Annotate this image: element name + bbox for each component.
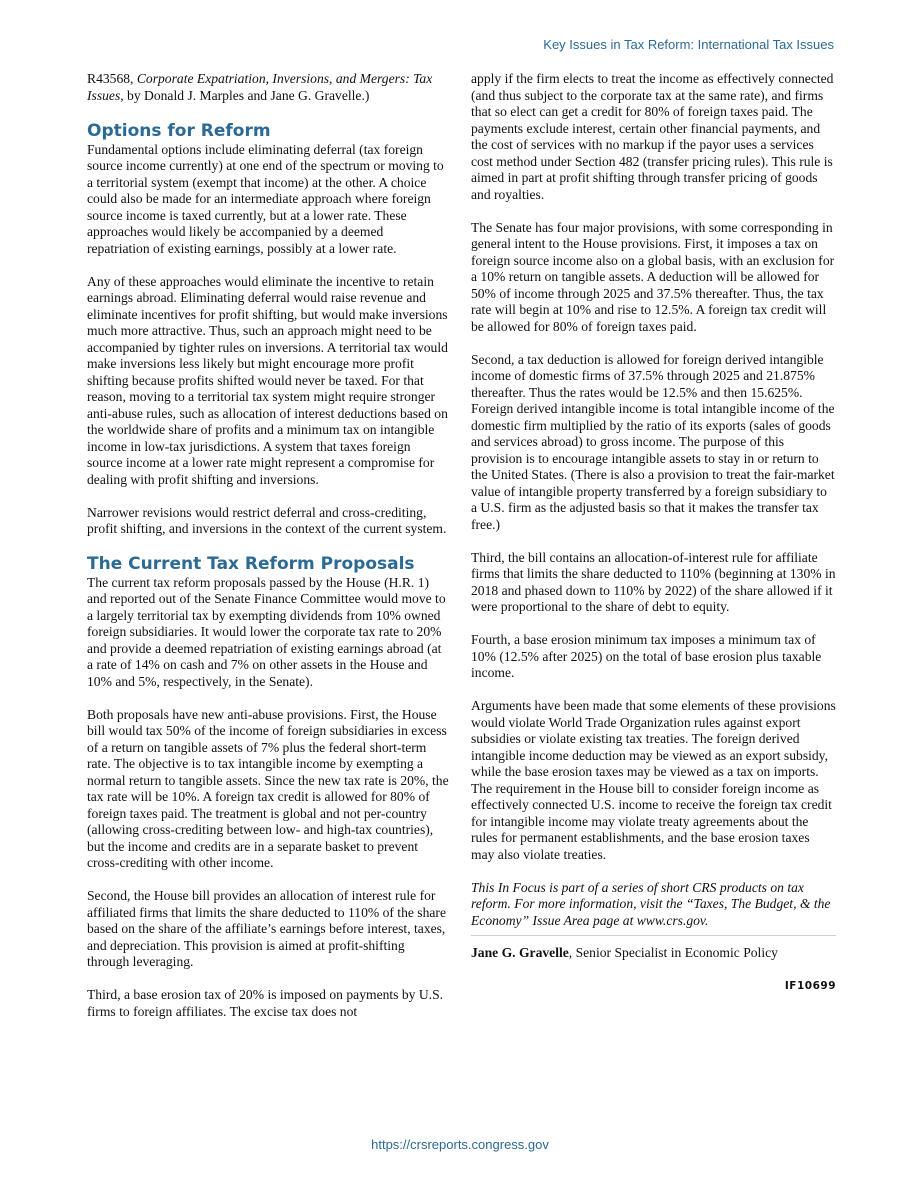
options-paragraph-3: Narrower revisions would restrict deferral and cross-crediting, profit shifting, and inversions in the context of the current system. bbox=[87, 504, 447, 536]
current-paragraph-1: The current tax reform proposals passed by the House (H.R. 1) and reported out of the Senate Finance Committee would move to a largely territorial tax by exempting dividends from 10% owned foreign subsidiaries. It would lower the corporate tax rate to 20% and provide a deemed repatriation of existing earnings abroad (at a rate of 14% on cash and 7% on other assets in the House and 10% and 5%, respectively, in the Senate). bbox=[87, 574, 446, 689]
senate-paragraph-1: The Senate has four major provisions, with some corresponding in general intent to the House provisions. First, it imposes a tax on foreign source income also on a global basis, with an exclusion for a 10% return on tangible assets. A deduction will be allowed for 50% of income through 2025 and 37.5% thereafter. Thus, the tax rate will begin at 10% and rise to 12.5%. A foreign tax credit will be allowed for 80% of foreign taxes paid. bbox=[471, 219, 835, 334]
options-paragraph-2: Any of these approaches would eliminate the incentive to retain earnings abroad. Eliminating deferral would raise revenue and eliminate incentives for profit shifting, but would make inversions much more attractive. Thus, such an approach might need to be accompanied by tighter rules on inversions. A territorial tax would make inversions less likely but might encourage more profit shifting because profits shifted would never be taxed. For that reason, moving to a territorial tax system might require stronger anti-abuse rules, such as allocation of interest deductions based on the worldwide share of profits and a minimum tax on intangible income in low-tax jurisdictions. A system that taxes foreign source income at a lower rate might represent a compromise for dealing with profit shifting and inversions. bbox=[87, 273, 448, 487]
author-line bbox=[471, 945, 836, 962]
intro-citation bbox=[87, 71, 449, 104]
current-paragraph-4: Third, a base erosion tax of 20% is imposed on payments by U.S. firms to foreign affiliates. The excise tax does not bbox=[87, 987, 444, 1019]
current-proposals-heading: The Current Tax Reform Proposals bbox=[87, 553, 415, 574]
right-column bbox=[471, 71, 836, 995]
arguments-paragraph: Arguments have been made that some elements of these provisions would violate World Trade Organization rules against export subsidies or violate existing tax treaties. The foreign derived intangible income deduction may be viewed as an export subsidy, while the base erosion taxes may be viewed as a tax on imports. The requirement in the House bill to consider foreign income as effectively connected U.S. income to receive the foreign tax credit for intangible income may violate treaty agreements about the rules for permanent establishments, and the base erosion taxes may also violate treaties. bbox=[471, 698, 836, 862]
continued-paragraph: apply if the firm elects to treat the income as effectively connected (and thus subject to the corporate tax at the same rate), and firms that so elect can get a credit for 80% of foreign taxes paid. The payments exclude interest, certain other financial payments, and the cost of services with no markup if the payor uses a services cost method under Section 482 (transfer pricing rules). This rule is aimed in part at profit shifting through transfer pricing of goods and royalties. bbox=[471, 71, 834, 202]
author-name: Jane G. Gravelle bbox=[471, 945, 569, 960]
current-paragraph-3: Second, the House bill provides an allocation of interest rule for affiliated firms that limits the share deducted to 110% of the share based on the share of the affiliate’s earnings before interest, taxes, and depreciation. This provision is aimed at profit-shifting through leveraging. bbox=[87, 888, 446, 969]
footer-url-link[interactable]: https://crsreports.congress.gov bbox=[371, 1137, 549, 1152]
citation-rest: , by Donald J. Marples and Jane G. Gravelle.) bbox=[120, 87, 370, 103]
left-column bbox=[87, 71, 449, 1020]
senate-paragraph-2: Second, a tax deduction is allowed for foreign derived intangible income of domestic firms of 37.5% through 2025 and 21.875% thereafter. Thus the rates would be 12.5% and then 15.625%. Foreign derived intangible income is total intangible income of the domestic firm multiplied by the ratio of its exports (sales of goods and services abroad) to gross income. The purpose of this provision is to encourage intangible assets to stay in or return to the United States. (There is also a provision to treat the fair-market value of intangible property transferred by a foreign subsidiary to a U.S. firm as the adjusted basis so that it makes the transfer tax free.) bbox=[471, 351, 835, 532]
author-divider bbox=[471, 935, 836, 936]
citation-title: Corporate Expatriation, Inversions, and Mergers: Tax Issues bbox=[87, 71, 433, 103]
senate-paragraph-3: Third, the bill contains an allocation-of-interest rule for affiliate firms that limits the share deducted to 110% (beginning at 130% in 2018 and phased down to 110% by 2022) of the share allowed if it were proportional to the share of debt to equity. bbox=[471, 549, 836, 614]
running-header: Key Issues in Tax Reform: International Tax Issues bbox=[543, 37, 834, 52]
author-title: , Senior Specialist in Economic Policy bbox=[568, 945, 778, 960]
options-paragraph-1: Fundamental options include eliminating deferral (tax foreign source income currently) at one end of the spectrum or moving to a territorial system (exempt that income) at the other. A choice could also be made for an intermediate approach where foreign source income is taxed currently, but at a lower rate. These approaches would likely be accompanied by a deemed repatriation of existing earnings, possibly at a lower rate. bbox=[87, 141, 444, 256]
document-id: IF10699 bbox=[784, 980, 836, 992]
series-note: This In Focus is part of a series of short CRS products on tax reform. For more information, visit the “Taxes, The Budget, & the Economy” Issue Area page at www.crs.gov. bbox=[471, 879, 831, 928]
current-paragraph-2: Both proposals have new anti-abuse provisions. First, the House bill would tax 50% of the income of foreign subsidiaries in excess of a return on tangible assets of 7% plus the federal short-term rate. The objective is to tax intangible income by exempting a normal return to tangible assets. Since the new tax rate is 20%, the tax rate will be 10%. A foreign tax credit is allowed for 80% of foreign taxes paid. The treatment is global and not per-country (allowing cross-crediting between low- and high-tax countries), but the income and credits are in a separate basket to prevent cross-crediting with other income. bbox=[87, 706, 449, 870]
options-heading: Options for Reform bbox=[87, 120, 271, 141]
senate-paragraph-4: Fourth, a base erosion minimum tax imposes a minimum tax of 10% (12.5% after 2025) on the total of base erosion plus taxable income. bbox=[471, 632, 822, 680]
citation-ref: R43568, bbox=[87, 71, 137, 86]
